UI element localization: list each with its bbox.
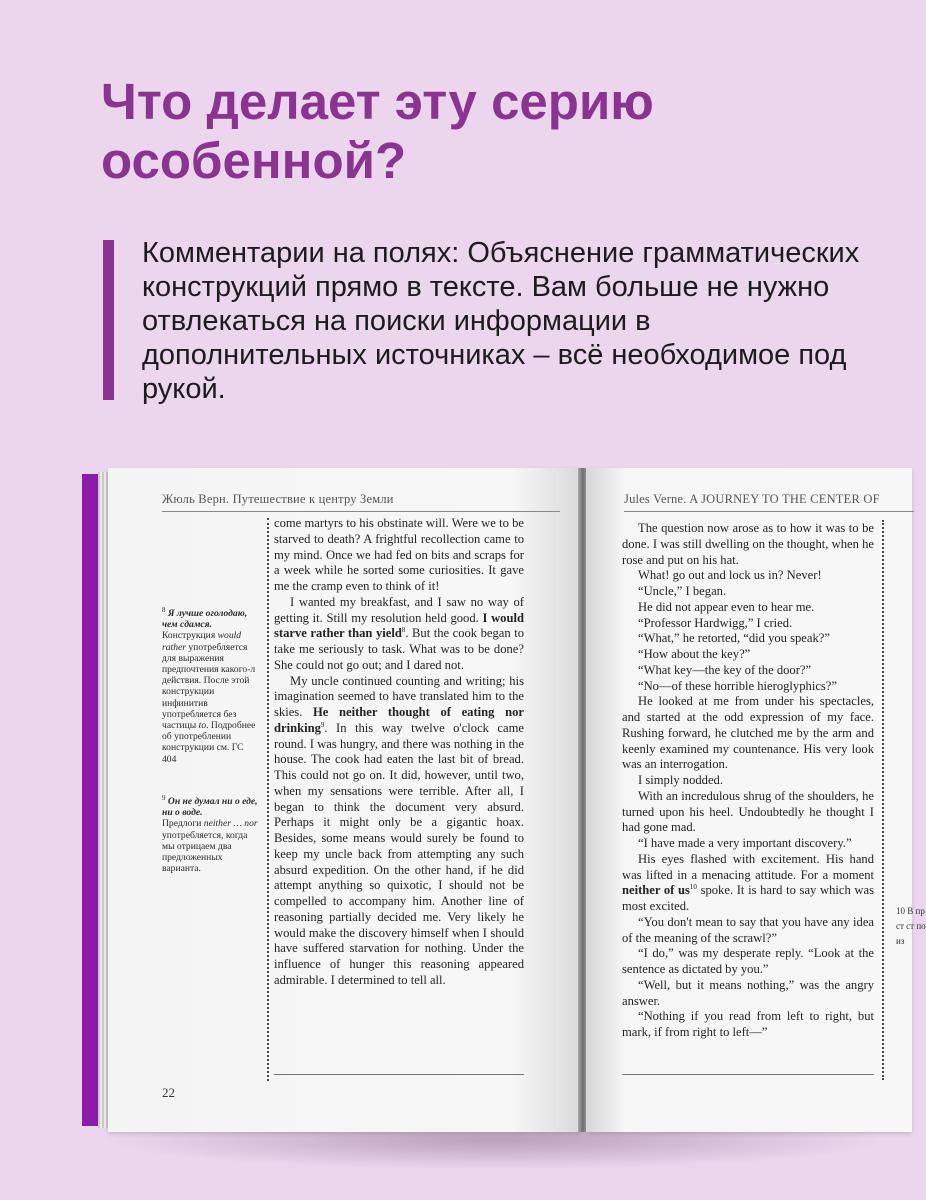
text-run: “Uncle,” I began. xyxy=(638,584,727,598)
margin-divider xyxy=(267,518,269,1081)
right-margin-divider xyxy=(882,520,884,1080)
text-run: “Nothing if you read from left to right, but mark, if from right to left—” xyxy=(622,1009,874,1039)
text-run: I wanted my breakfast, and I saw no way of getting it. Still my resolution held good. xyxy=(274,594,524,625)
note-marker: 8 xyxy=(162,605,166,614)
paragraph xyxy=(622,679,874,695)
right-running-head: Jules Verne. A JOURNEY TO THE CENTER OF xyxy=(624,492,880,506)
paragraph xyxy=(622,773,874,789)
text-run: “What,” he retorted, “did you speak?” xyxy=(638,631,830,646)
text-run: “Professor Hardwigg,” I cried. xyxy=(638,615,793,630)
note-text: Конструкция xyxy=(162,630,218,642)
note-text: употребляется, когда мы отрицаем два предложенных варианта. xyxy=(162,829,248,875)
paragraph xyxy=(274,595,524,674)
highlighted-phrase: I would starve rather than yield xyxy=(274,610,524,641)
highlighted-phrase: He neither thought of eating nor drinking xyxy=(274,705,524,735)
note-title: Я лучше оголодаю, чем сдамся. xyxy=(162,608,248,631)
paragraph xyxy=(622,568,874,584)
left-bottom-rule xyxy=(274,1074,524,1075)
paragraph xyxy=(274,516,524,595)
margin-note-8 xyxy=(162,605,260,765)
text-run: “You don't mean to say that you have any idea of the meaning of the scrawl?” xyxy=(622,914,874,945)
text-run: “No—of these horrible hieroglyphics?” xyxy=(638,678,837,693)
paragraph xyxy=(622,946,874,978)
book-cover-edge xyxy=(82,474,98,1126)
note-text: употребляется для выражения предпочтения какого-л действия. После этой конструкции инфинитив употребляется без частицы xyxy=(162,641,256,732)
left-page xyxy=(108,468,582,1132)
book xyxy=(82,468,926,1138)
note-title: Он не думал ни о еде, ни о воде. xyxy=(162,796,258,819)
paragraph xyxy=(622,600,874,616)
text-run: “What key—the key of the door?” xyxy=(638,662,812,677)
text-run: “I have made a very important discovery.” xyxy=(638,836,852,850)
text-run: His eyes flashed with excitement. His hand was lifted in a menacing attitude. For a moment xyxy=(622,851,874,882)
paragraph xyxy=(622,616,874,632)
text-run: spoke. It is hard to say which was most excited. xyxy=(622,883,874,913)
paragraph xyxy=(622,789,874,836)
footnote-marker: 9 xyxy=(320,720,325,729)
paragraph xyxy=(274,674,524,989)
right-head-rule xyxy=(624,511,914,512)
note-emphasis: neither … nor xyxy=(203,818,258,830)
left-page-number: 22 xyxy=(162,1085,175,1100)
text-run: “Well, but it means nothing,” was the angry answer. xyxy=(622,977,874,1008)
paragraph xyxy=(622,1009,874,1041)
text-run: My uncle continued counting and writing; his imagination seemed to have translated him to the skies. xyxy=(274,673,524,719)
footnote-marker: 10 xyxy=(689,883,697,892)
paragraph xyxy=(622,978,874,1010)
text-run: He did not appear even to hear me. xyxy=(638,599,815,614)
paragraph xyxy=(622,852,874,915)
footnote-marker: 8 xyxy=(401,626,406,635)
right-margin-note-fragment: 10 В пр ст ст по из xyxy=(896,906,926,946)
paragraph xyxy=(622,663,874,679)
paragraph xyxy=(622,694,874,773)
right-page xyxy=(586,468,926,1132)
text-run: “How about the key?” xyxy=(638,647,751,661)
quote-text: Комментарии на полях: Объяснение грамматических конструкций прямо в тексте. Вам больше не нужно отвлекаться на поиски информации в дополнительных источниках – всё необходимое под рукой. xyxy=(142,237,860,405)
right-bottom-rule xyxy=(622,1074,874,1075)
text-run: “I do,” was my desperate reply. “Look at the sentence as dictated by you.” xyxy=(622,946,874,976)
right-body-text xyxy=(622,521,874,1041)
paragraph xyxy=(622,584,874,600)
note-emphasis: would rather xyxy=(162,630,242,653)
paragraph xyxy=(622,631,874,647)
paragraph xyxy=(622,836,874,852)
text-run: The question now arose as to how it was to be done. I was still dwelling on the thought, when he rose and put on his hat. xyxy=(622,521,874,567)
quote-accent-bar xyxy=(103,240,114,400)
note-marker: 9 xyxy=(162,793,166,802)
text-run: With an incredulous shrug of the shoulders, he turned upon his heel. Undoubtedly he thought I had gone mad. xyxy=(622,788,874,835)
paragraph xyxy=(622,647,874,663)
text-run: He looked at me from under his spectacles, and started at the odd expression of my face. Rushing forward, he clutched me by the arm and keenly examined my countenance. His very look was an interrogation. xyxy=(622,694,874,772)
note-text: . Подробнее об употреблении конструкции см. ГС 404 xyxy=(162,720,256,765)
left-head-rule xyxy=(162,511,560,512)
paragraph xyxy=(622,521,874,568)
left-body-text xyxy=(274,516,524,989)
margin-note-9 xyxy=(162,793,260,875)
text-run: come martyrs to his obstinate will. Were we to be starved to death? A frightful recollection came to my mind. Once we had fed on bits and scraps for a week while he sorted some curiosities. It gave me the cramp even to think of it! xyxy=(274,516,524,593)
paragraph xyxy=(622,915,874,947)
text-run: I simply nodded. xyxy=(638,773,724,787)
headline: Что делает эту серию особенной? xyxy=(101,73,654,189)
highlighted-phrase: neither of us xyxy=(622,883,690,898)
text-run: What! go out and lock us in? Never! xyxy=(638,568,822,583)
text-run: . But the cook began to take me seriously to task. What was to be done? She could not go out; and I dared not. xyxy=(274,626,524,672)
left-running-head: Жюль Верн. Путешествие к центру Земли xyxy=(162,492,394,506)
note-emphasis: to xyxy=(198,720,207,732)
note-text: Предлоги xyxy=(162,818,204,830)
text-run: . In this way twelve o'clock came round. I was hungry, and there was nothing in the house. The cook had eaten the last bit of bread. This could not go on. It did, however, until two, when my sensations were terrible. After all, I began to think the document very absurd. Perhaps it might only be a gigantic hoax. Besides, some means would surely be found to keep my uncle back from attempting any such absurd expedition. On the other hand, if he did attempt anything so quixotic, I should not be compelled to accompany him. Another line of reasoning partially decided me. Very likely he would make the discovery himself when I should have suffered starvation for nothing. Under the influence of hunger this reasoning appeared admirable. I determined to tell all. xyxy=(274,720,524,987)
